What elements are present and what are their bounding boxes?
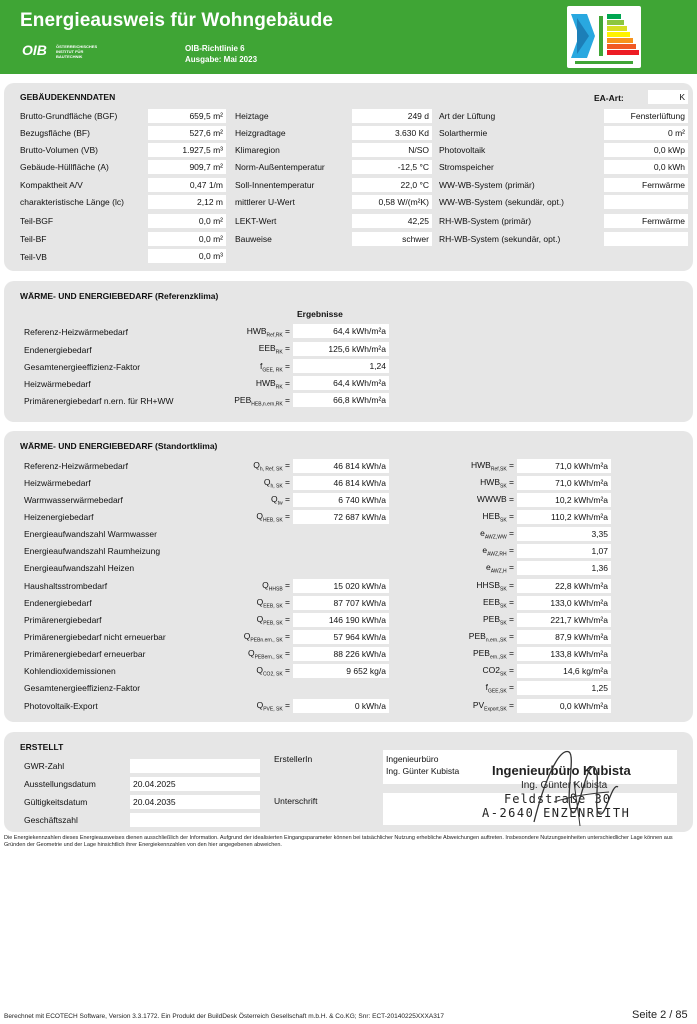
standort-left-value: 0 kWh/a xyxy=(293,699,389,713)
field-value: 42,25 xyxy=(352,214,432,228)
standort-right-value: 1,07 xyxy=(517,544,611,558)
standort-right-symbol: $e_{AWZ,WW}$ = xyxy=(480,528,514,541)
standort-label: Endenergiebedarf xyxy=(24,598,92,608)
standort-label: Energieaufwandszahl Warmwasser xyxy=(24,529,157,539)
field-value: 0,0 kWp xyxy=(604,143,688,157)
field-value: 249 d xyxy=(352,109,432,123)
result-value: 64,4 kWh/m²a xyxy=(293,376,389,390)
energy-label-logo-icon xyxy=(567,6,641,68)
standort-label: Heizenergiebedarf xyxy=(24,512,94,522)
unterschrift-label: Unterschrift xyxy=(274,796,318,806)
field-value: 0,47 1/m xyxy=(148,178,226,192)
referenzklima-panel xyxy=(4,281,693,422)
standort-right-value: 87,9 kWh/m²a xyxy=(517,630,611,644)
ausstellung-value: 20.04.2025 xyxy=(130,777,260,791)
standort-left-value: 6 740 kWh/a xyxy=(293,493,389,507)
geschaeft-label: Geschäftszahl xyxy=(24,815,78,825)
ausstellung-label: Ausstellungsdatum xyxy=(24,779,96,789)
standort-left-value: 15 020 kWh/a xyxy=(293,579,389,593)
standort-left-value: 88 226 kWh/a xyxy=(293,647,389,661)
stamp-name: Ing. Günter Kubista xyxy=(521,780,608,791)
field-value: Fernwärme xyxy=(604,178,688,192)
field-label: Bauweise xyxy=(235,234,272,244)
standort-right-value: 10,2 kWh/m²a xyxy=(517,493,611,507)
field-value: -12,5 °C xyxy=(352,160,432,174)
standort-label: Heizwärmebedarf xyxy=(24,478,91,488)
standort-label: Primärenergiebedarf nicht erneuerbar xyxy=(24,632,166,642)
field-label: Norm-Außentemperatur xyxy=(235,162,325,172)
field-label: Stromspeicher xyxy=(439,162,494,172)
standort-left-value: 9 652 kg/a xyxy=(293,664,389,678)
result-symbol: $f_{GEE, RK}$ = xyxy=(260,361,290,374)
stamp-title: Ingenieurbüro Kubista xyxy=(492,763,631,778)
field-label: Heizgradtage xyxy=(235,128,286,138)
gwr-label: GWR-Zahl xyxy=(24,761,65,771)
field-value: 0,0 kWh xyxy=(604,160,688,174)
standort-right-value: 14,6 kg/m²a xyxy=(517,664,611,678)
section-title: GEBÄUDEKENNDATEN xyxy=(20,92,116,102)
standort-right-value: 71,0 kWh/m²a xyxy=(517,476,611,490)
handwritten-signature-icon xyxy=(514,742,634,830)
result-symbol: $PEB_{HEB,n.ern,RK}$ = xyxy=(234,395,290,408)
result-symbol: $HWB_{RK}$ = xyxy=(255,378,290,391)
standort-right-symbol: $HHSB_{SK}$ = xyxy=(476,580,514,593)
standort-right-value: 0,0 kWh/m²a xyxy=(517,699,611,713)
field-label: LEKT-Wert xyxy=(235,216,277,226)
ea-art-label: EA-Art: xyxy=(594,93,624,103)
standort-right-symbol: $CO2_{SK}$ = xyxy=(482,665,514,678)
field-value: 1.927,5 m³ xyxy=(148,143,226,157)
gueltig-value: 20.04.2035 xyxy=(130,795,260,809)
geschaeft-value xyxy=(130,813,260,827)
standort-left-symbol: $Q_{h, SK}$ = xyxy=(263,477,290,490)
field-value: Fernwärme xyxy=(604,214,688,228)
standort-right-symbol: $HEB_{SK}$ = xyxy=(482,511,514,524)
field-label: Teil-BGF xyxy=(20,216,54,226)
field-value: 0,58 W/(m²K) xyxy=(352,195,432,209)
standort-left-symbol: $Q_{HEB, SK}$ = xyxy=(256,511,290,524)
standort-right-value: 22,8 kWh/m²a xyxy=(517,579,611,593)
standortklima-panel xyxy=(4,431,693,722)
field-value: schwer xyxy=(352,232,432,246)
field-value: 22,0 °C xyxy=(352,178,432,192)
ergebnisse-header: Ergebnisse xyxy=(297,309,343,319)
field-label: Solarthermie xyxy=(439,128,488,138)
standort-right-value: 1,36 xyxy=(517,561,611,575)
field-value: 0,0 m² xyxy=(148,214,226,228)
field-label: RH-WB-System (sekundär, opt.) xyxy=(439,234,561,244)
standort-right-symbol: $e_{AWZ,RH}$ = xyxy=(482,545,514,558)
gwr-value xyxy=(130,759,260,773)
standort-left-value: 146 190 kWh/a xyxy=(293,613,389,627)
standort-left-value: 46 814 kWh/a xyxy=(293,459,389,473)
result-symbol: $HWB_{Ref,RK}$ = xyxy=(246,326,290,339)
standort-left-symbol: $Q_{CO2, SK}$ = xyxy=(256,665,290,678)
standort-right-symbol: $PEB_{n.ern.,SK}$ = xyxy=(468,631,514,644)
erstellerin-label: ErstellerIn xyxy=(274,754,313,764)
standort-right-value: 3,35 xyxy=(517,527,611,541)
section-title: WÄRME- UND ENERGIEBEDARF (Referenzklima) xyxy=(20,291,219,301)
standort-left-symbol: $Q_{PEBern., SK}$ = xyxy=(247,648,290,661)
result-value: 66,8 kWh/m²a xyxy=(293,393,389,407)
field-label: Brutto-Grundfläche (BGF) xyxy=(20,111,118,121)
field-label: WW-WB-System (sekundär, opt.) xyxy=(439,197,565,207)
result-value: 1,24 xyxy=(293,359,389,373)
result-label: Gesamtenergieeffizienz-Faktor xyxy=(24,362,141,372)
standort-right-symbol: $HWB_{SK}$ = xyxy=(480,477,514,490)
field-value: 909,7 m² xyxy=(148,160,226,174)
standort-label: Primärenergiebedarf xyxy=(24,615,102,625)
gueltig-label: Gültigkeitsdatum xyxy=(24,797,88,807)
stamp-street: Feldstraße 30 xyxy=(504,792,611,806)
result-label: Primärenergiebedarf n.ern. für RH+WW xyxy=(24,396,174,406)
field-label: charakteristische Länge (lc) xyxy=(20,197,124,207)
field-label: Heiztage xyxy=(235,111,269,121)
standort-right-symbol: $PEB_{SK}$ = xyxy=(482,614,514,627)
result-label: Referenz-Heizwärmebedarf xyxy=(24,327,128,337)
standort-left-symbol: $Q_{PVE, SK}$ = xyxy=(256,700,290,713)
ausgabe-label: Ausgabe: Mai 2023 xyxy=(185,55,258,64)
field-value xyxy=(604,195,688,209)
field-value xyxy=(604,232,688,246)
standort-left-value: 87 707 kWh/a xyxy=(293,596,389,610)
field-label: Art der Lüftung xyxy=(439,111,496,121)
field-label: Gebäude-Hüllfläche (A) xyxy=(20,162,109,172)
field-label: Teil-BF xyxy=(20,234,47,244)
standort-right-value: 1,25 xyxy=(517,681,611,695)
result-label: Heizwärmebedarf xyxy=(24,379,91,389)
standort-label: Photovoltaik-Export xyxy=(24,701,98,711)
erstellerin-box: Ingenieurbüro Ing. Günter Kubista xyxy=(383,750,677,784)
oib-logo: OIB ÖSTERREICHISCHES INSTITUT FÜR BAUTECHNIK xyxy=(22,42,98,59)
field-label: Klimaregion xyxy=(235,145,280,155)
standort-left-symbol: $Q_{HHSB}$ = xyxy=(262,580,290,593)
field-label: Teil-VB xyxy=(20,252,47,262)
standort-left-value: 57 964 kWh/a xyxy=(293,630,389,644)
standort-right-symbol: $PEB_{ern.,SK}$ = xyxy=(472,648,514,661)
header-bar xyxy=(0,0,697,74)
field-label: Brutto-Volumen (VB) xyxy=(20,145,98,155)
gebaeudekenndaten-panel xyxy=(4,83,693,271)
section-title: ERSTELLT xyxy=(20,742,64,752)
result-label: Endenergiebedarf xyxy=(24,345,92,355)
standort-right-symbol: $HWB_{Ref,SK}$ = xyxy=(470,460,514,473)
standort-label: Kohlendioxidemissionen xyxy=(24,666,116,676)
standort-left-symbol: $Q_{tw}$ = xyxy=(271,494,290,507)
standort-left-value: 46 814 kWh/a xyxy=(293,476,389,490)
standort-right-symbol: $PV_{Export,SK}$ = xyxy=(472,700,514,713)
field-value: 0 m² xyxy=(604,126,688,140)
field-label: Bezugsfläche (BF) xyxy=(20,128,90,138)
standort-label: Haushaltsstrombedarf xyxy=(24,581,108,591)
field-label: WW-WB-System (primär) xyxy=(439,180,535,190)
standort-label: Warmwasserwärmebedarf xyxy=(24,495,123,505)
standort-right-symbol: $f_{GEE,SK}$ = xyxy=(485,682,514,695)
standort-label: Gesamtenergieeffizienz-Faktor xyxy=(24,683,141,693)
standort-right-symbol: $e_{AWZ,H}$ = xyxy=(486,562,514,575)
erstellt-panel xyxy=(4,732,693,832)
software-note: Berechnet mit ECOTECH Software, Version 3.3.1772. Ein Produkt der BuildDesk Österreich Gesellschaft m.b.H. & Co.KG; Snr: ECT-20140225XXXA317 xyxy=(4,1013,445,1020)
standort-right-symbol: $EEB_{SK}$ = xyxy=(482,597,514,610)
field-value: N/SO xyxy=(352,143,432,157)
standort-left-symbol: $Q_{EEB, SK}$ = xyxy=(256,597,290,610)
standort-left-symbol: $Q_{h, Ref, SK}$ = xyxy=(253,460,290,473)
field-value: 0,0 m² xyxy=(148,232,226,246)
result-value: 64,4 kWh/m²a xyxy=(293,324,389,338)
field-label: Kompaktheit A/V xyxy=(20,180,83,190)
standort-right-value: 133,8 kWh/m²a xyxy=(517,647,611,661)
standort-right-value: 133,0 kWh/m²a xyxy=(517,596,611,610)
standort-right-symbol: WWWB = xyxy=(476,494,514,504)
standort-right-value: 221,7 kWh/m²a xyxy=(517,613,611,627)
standort-left-symbol: $Q_{PEBn.ern., SK}$ = xyxy=(243,631,290,644)
standort-label: Referenz-Heizwärmebedarf xyxy=(24,461,128,471)
field-value: 2,12 m xyxy=(148,195,226,209)
standort-label: Energieaufwandszahl Raumheizung xyxy=(24,546,161,556)
standort-left-symbol: $Q_{PEB, SK}$ = xyxy=(256,614,290,627)
stamp-city: A-2640 ENZENREITH xyxy=(482,806,631,820)
result-symbol: $EEB_{RK}$ = xyxy=(258,343,290,356)
standort-right-value: 110,2 kWh/m²a xyxy=(517,510,611,524)
standort-label: Primärenergiebedarf erneuerbar xyxy=(24,649,146,659)
field-value: 659,5 m² xyxy=(148,109,226,123)
standort-right-value: 71,0 kWh/m²a xyxy=(517,459,611,473)
page-number: Seite 2 / 85 xyxy=(632,1009,688,1021)
result-value: 125,6 kWh/m²a xyxy=(293,342,389,356)
standort-left-value: 72 687 kWh/a xyxy=(293,510,389,524)
standort-label: Energieaufwandszahl Heizen xyxy=(24,563,135,573)
field-label: Soll-Innentemperatur xyxy=(235,180,315,190)
field-value: Fensterlüftung xyxy=(604,109,688,123)
section-title: WÄRME- UND ENERGIEBEDARF (Standortklima) xyxy=(20,441,218,451)
document-title: Energieausweis für Wohngebäude xyxy=(20,10,334,31)
field-label: Photovoltaik xyxy=(439,145,486,155)
field-value: 0,0 m³ xyxy=(148,249,226,263)
ea-art-value: K xyxy=(648,90,688,104)
field-value: 527,6 m² xyxy=(148,126,226,140)
field-value: 3.630 Kd xyxy=(352,126,432,140)
disclaimer-text: Die Energiekennzahlen dieses Energieausweises dienen ausschließlich der Information. Aufgrund der idealisierten Eingangsparameter können bei tatsächlicher Nutzung erhebliche Abweichungen auftreten. Insbesondere Nutzungseinheiten unterschiedlicher Lage können aus Gründen der Geometrie und der Lage hinsichtlich ihrer Energiekennzahlen von den hier angegebenen abweichen. xyxy=(4,835,673,848)
field-label: RH-WB-System (primär) xyxy=(439,216,532,226)
field-label: mittlerer U-Wert xyxy=(235,197,295,207)
richtlinie-label: OIB-Richtlinie 6 xyxy=(185,44,245,53)
